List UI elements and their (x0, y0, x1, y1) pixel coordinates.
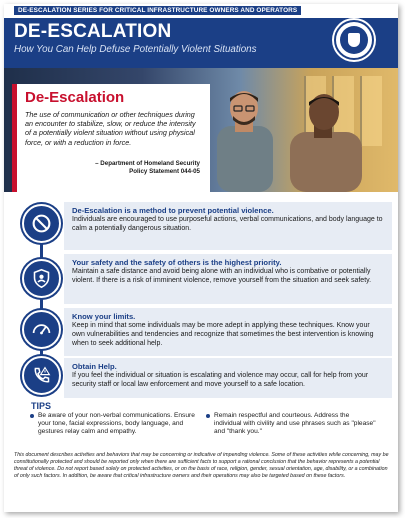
source-line-1: – Department of Homeland Security (95, 160, 200, 167)
definition-text: The use of communication or other techniques during an encounter to stabilize, slow, or reduce the intensity of a potentially violent situation without using physical force, or with a reduction in force. (25, 110, 196, 147)
disclaimer-text: This document describes activities and behaviors that may be concerning or indicative of impending violence. Some of these activities while concerning, may be constitutionally protected and should be reported only when there are sufficient facts to support a rational conclusion that the behavior represents a potential threat of violence. Do not report based solely on protected activities, or on the basis of race, religion, gender, sexual orientation, age, disability, or a combination of only such factors. In addition, be aware that critical infrastructure owners and their operations may also be targeted based on these factors. (14, 452, 389, 479)
tips-title: TIPS (31, 401, 52, 411)
section-body: Maintain a safe distance and avoid being alone with an individual who is combative or potentially violent. If there is a risk of imminent violence, remove yourself from the situation and seek safety. (72, 268, 372, 284)
fact-sheet-page (4, 4, 398, 512)
definition-box (12, 84, 210, 192)
prohibition-icon (22, 204, 61, 243)
shield-person-icon (22, 259, 61, 298)
definition-title: De-Escalation (25, 89, 125, 106)
person-left-illustration (209, 86, 279, 192)
series-label: DE-ESCALATION SERIES FOR CRITICAL INFRASTRUCTURE OWNERS AND OPERATORS (14, 6, 301, 15)
page-title: DE-ESCALATION (14, 21, 172, 42)
tips-right-column (206, 412, 376, 438)
series-bar (4, 4, 398, 18)
person-right-illustration (282, 88, 366, 192)
tips-left-column (30, 412, 200, 438)
source-line-2: Policy Statement 044-05 (129, 168, 200, 176)
section-obtain-help (64, 358, 392, 398)
phone-alert-icon (22, 356, 61, 395)
page-subtitle: How You Can Help Defuse Potentially Violent Situations (14, 44, 257, 55)
tip-item: Be aware of your non-verbal communications. Ensure your tone, facial expressions, body language, and gestures relay calm and empathy. (30, 412, 200, 437)
dhs-seal-icon (334, 20, 374, 60)
section-heading: De-Escalation is a method to prevent potential violence. (72, 206, 274, 215)
tip-item: Remain respectful and courteous. Address the individual with civility and use phrases such as "please" and "thank you." (206, 412, 376, 437)
section-safety-priority (64, 254, 392, 304)
section-heading: Know your limits. (72, 312, 136, 321)
section-know-limits (64, 308, 392, 356)
section-body: Individuals are encouraged to use purposeful actions, verbal communications, and body language to calm a potentially dangerous situation. (72, 216, 383, 232)
definition-source (95, 160, 200, 176)
section-body: If you feel the individual or situation is escalating and violence may occur, call for help from your security staff or local law enforcement and move yourself to a safe location. (72, 372, 369, 388)
gauge-icon (22, 310, 61, 349)
section-body: Keep in mind that some individuals may be more adept in applying these techniques. Know your own vulnerabilities and tendencies and recognize that sometimes the best intervention is knowing when to seek additional help. (72, 322, 374, 347)
section-heading: Obtain Help. (72, 362, 117, 371)
section-heading: Your safety and the safety of others is the highest priority. (72, 258, 282, 267)
section-prevent-violence (64, 202, 392, 250)
